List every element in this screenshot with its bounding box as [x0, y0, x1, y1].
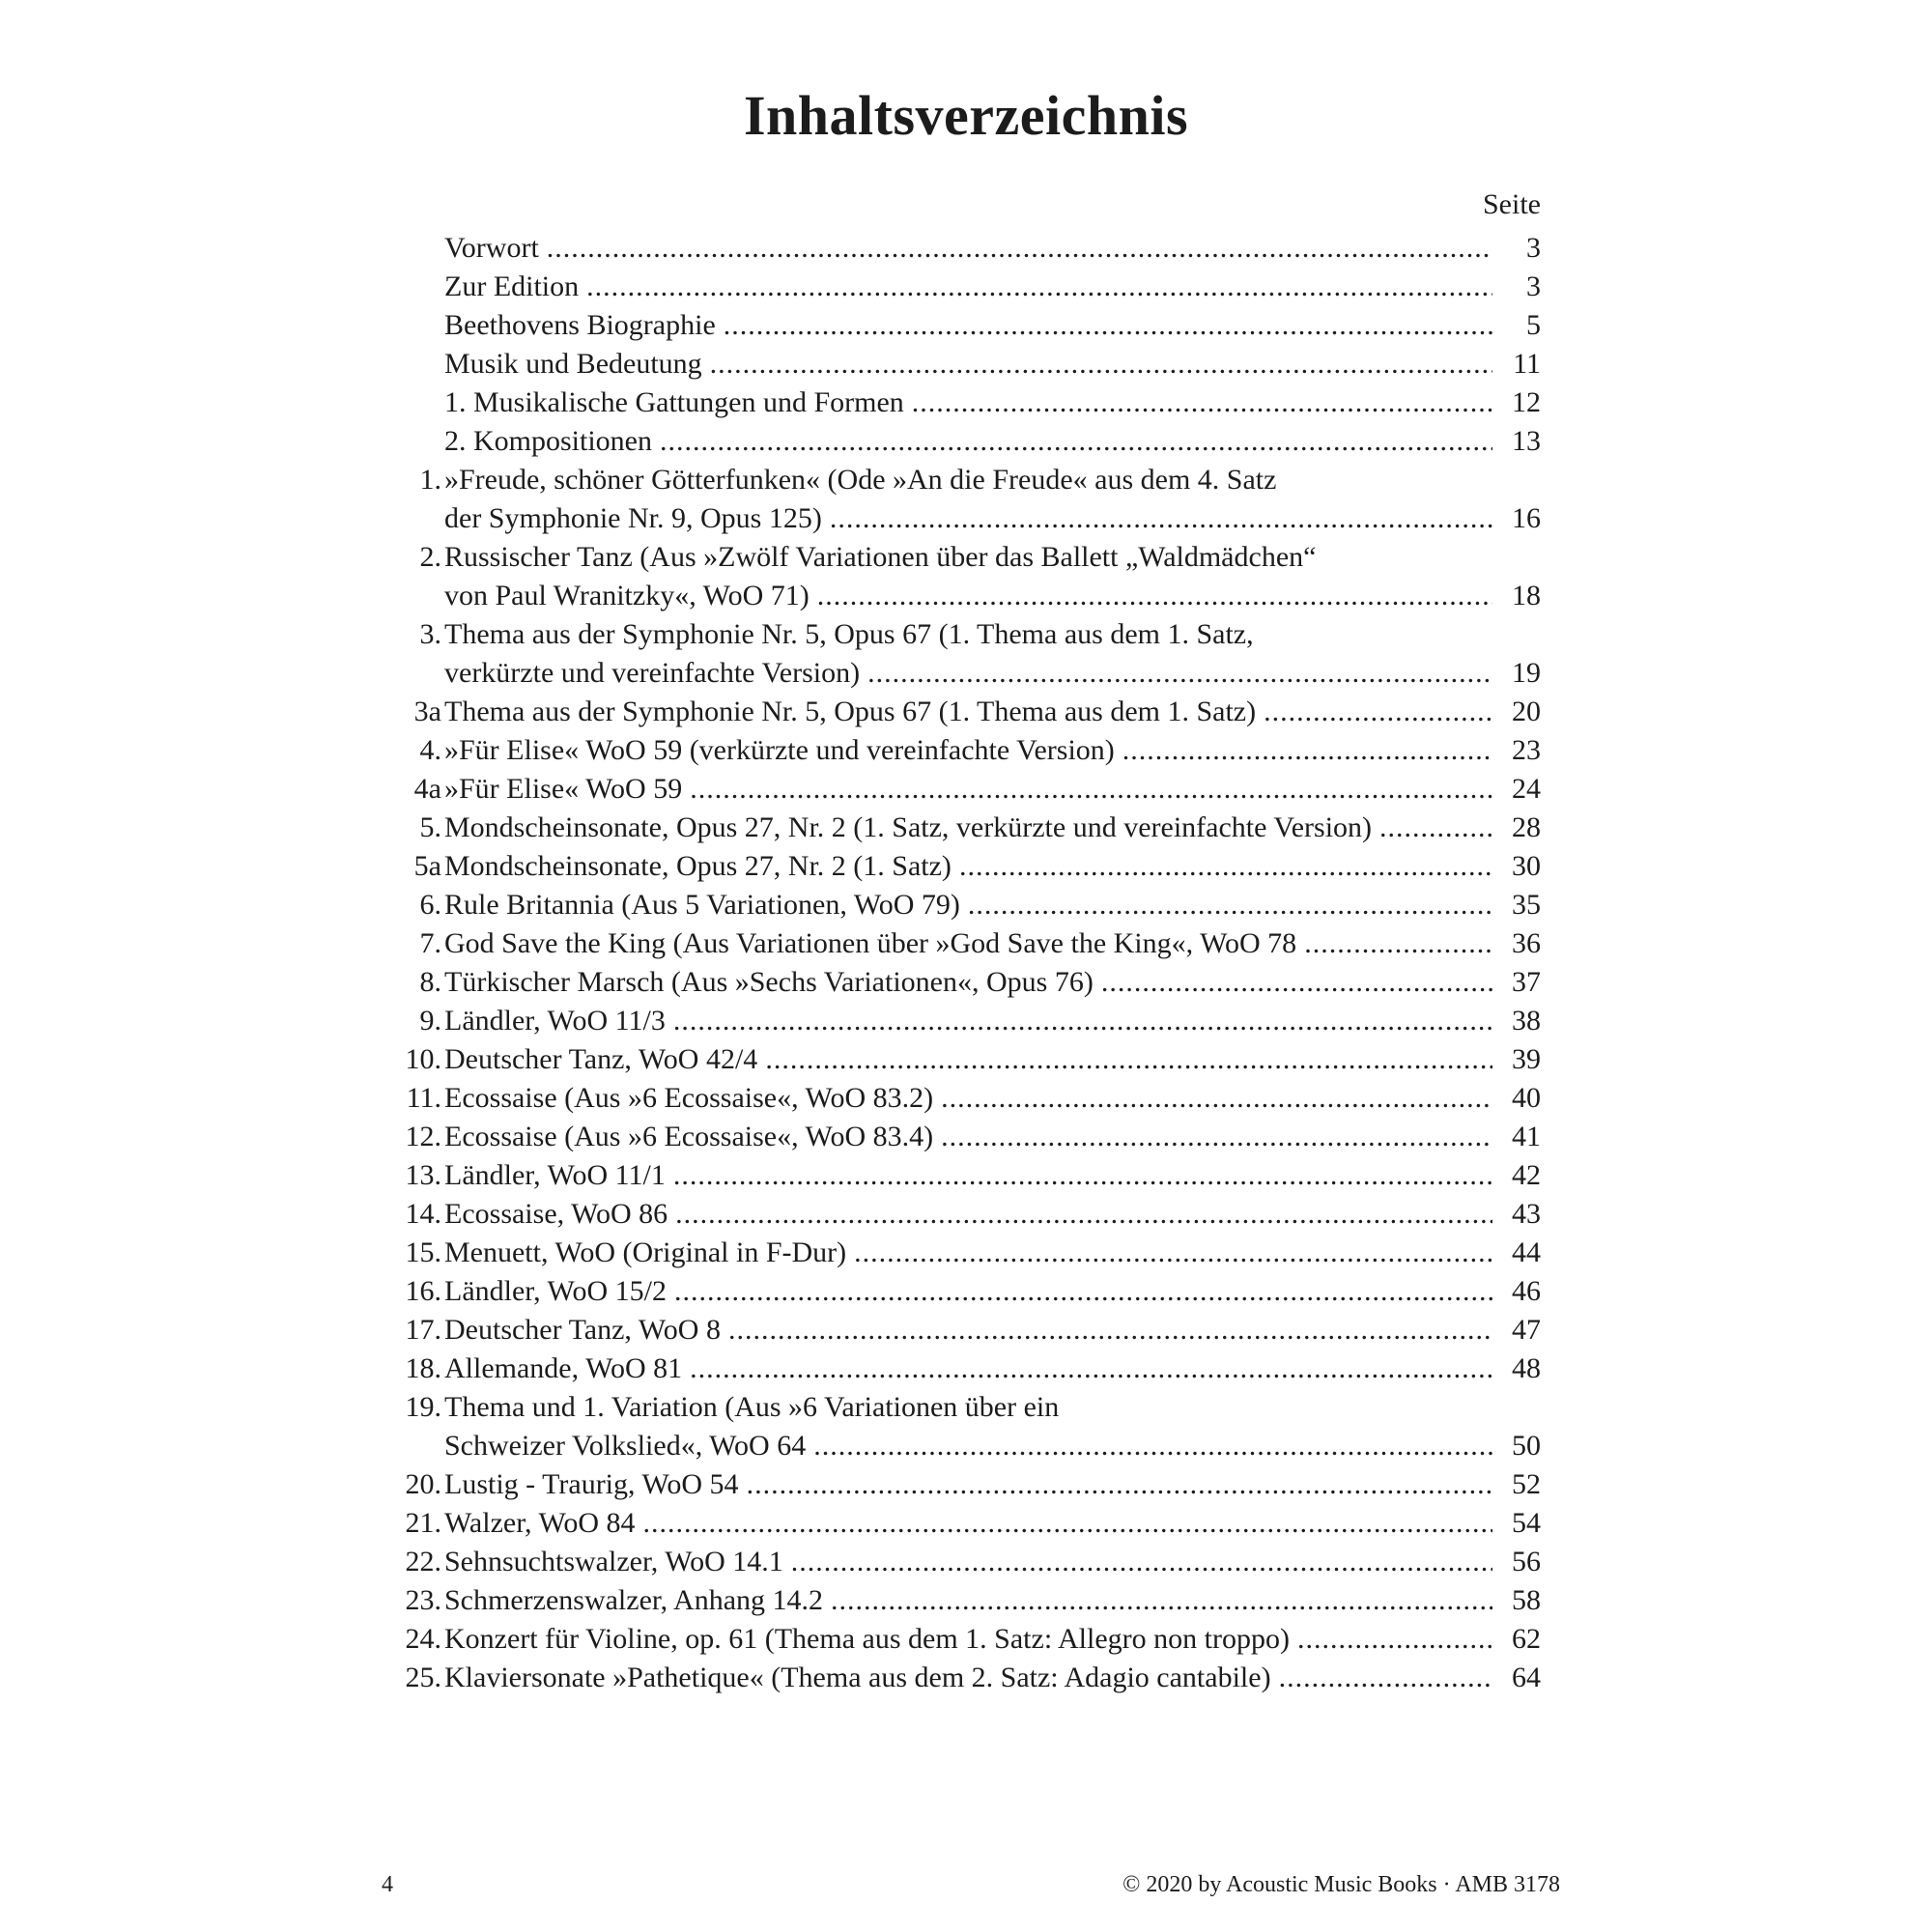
toc-entry-line [444, 654, 1541, 693]
toc-entry-line [444, 1040, 1541, 1079]
toc-entry [391, 1040, 1541, 1079]
toc-entry-page: 48 [1512, 1352, 1541, 1384]
toc-entry-line [444, 1272, 1541, 1311]
toc-entry [391, 963, 1541, 1002]
toc-entry-page: 37 [1512, 966, 1541, 998]
toc-entry-title: Mondscheinsonate, Opus 27, Nr. 2 (1. Satz, verkürzte und vereinfachte Version) [444, 811, 1373, 843]
toc-entry [391, 1002, 1541, 1040]
toc-entry-number: 18. [405, 1352, 441, 1384]
toc-entry [391, 1156, 1541, 1195]
toc-entry [391, 1581, 1541, 1620]
toc-entry-line [444, 1620, 1541, 1659]
footer-copyright: © 2020 by Acoustic Music Books · AMB 3178 [1122, 1872, 1560, 1897]
toc-entry-number: 23. [405, 1584, 441, 1616]
toc-entry-title: Klaviersonate »Pathetique« (Thema aus dem 2. Satz: Adagio cantabile) [444, 1662, 1271, 1693]
dot-leader [1379, 809, 1492, 847]
toc-entry-title: Thema und 1. Variation (Aus »6 Variationen über ein [444, 1391, 1060, 1423]
toc-entry-line [444, 809, 1541, 847]
toc-entry [391, 731, 1541, 770]
dot-leader [854, 1234, 1492, 1272]
dot-leader [959, 847, 1492, 886]
toc-entry [391, 924, 1541, 963]
toc-entry [391, 229, 1541, 268]
toc-entry-line [444, 731, 1541, 770]
toc-entry-page: 40 [1512, 1082, 1541, 1114]
toc-entry-line [444, 1311, 1541, 1350]
toc-entry-title: Deutscher Tanz, WoO 42/4 [444, 1043, 758, 1075]
toc-entry [391, 1543, 1541, 1581]
toc-entry-number: 5. [419, 811, 441, 843]
dot-leader [1297, 1620, 1492, 1659]
toc-entry-title: Ländler, WoO 11/3 [444, 1005, 666, 1037]
toc-entry-line [444, 1504, 1541, 1543]
dot-leader [941, 1118, 1492, 1156]
toc-entry-title: verkürzte und vereinfachte Version) [444, 657, 861, 689]
toc-entry-title: Menuett, WoO (Original in F-Dur) [444, 1236, 847, 1268]
toc-entry-line [444, 499, 1541, 538]
toc-entry-title: Beethovens Biographie [444, 309, 716, 341]
dot-leader [817, 577, 1492, 615]
toc-entry-line [444, 1543, 1541, 1581]
toc-entry-page: 38 [1512, 1005, 1541, 1037]
dot-leader [830, 499, 1492, 538]
toc-entry-line [444, 1002, 1541, 1040]
dot-leader [690, 770, 1492, 809]
toc-entry [391, 693, 1541, 731]
toc-entry [391, 1272, 1541, 1311]
toc-entry-line [444, 577, 1541, 615]
toc-entry [391, 461, 1541, 499]
toc-entry-title: Ecossaise (Aus »6 Ecossaise«, WoO 83.4) [444, 1121, 934, 1152]
dot-leader [1101, 963, 1492, 1002]
dot-leader [724, 306, 1492, 345]
toc-entry-page: 30 [1512, 850, 1541, 882]
toc-entry [391, 1659, 1541, 1697]
toc-entry [391, 384, 1541, 422]
toc-entry-page: 50 [1512, 1430, 1541, 1462]
toc-entry-page: 56 [1512, 1546, 1541, 1577]
toc-entry-title: Mondscheinsonate, Opus 27, Nr. 2 (1. Satz) [444, 850, 952, 882]
toc-entry-title: Thema aus der Symphonie Nr. 5, Opus 67 (1. Thema aus dem 1. Satz, [444, 618, 1254, 650]
toc-entry-number: 14. [405, 1198, 441, 1230]
dot-leader [968, 886, 1492, 924]
toc-entry-page: 28 [1512, 811, 1541, 843]
toc-entry [391, 499, 1541, 538]
toc-entry-title: Walzer, WoO 84 [444, 1507, 636, 1539]
toc-entry-line [444, 538, 1541, 577]
dot-leader [710, 345, 1492, 384]
toc-entry-line [444, 1581, 1541, 1620]
toc-entry [391, 770, 1541, 809]
toc-entry-page: 3 [1526, 232, 1541, 264]
toc-entry-title: Musik und Bedeutung [444, 348, 702, 380]
toc-entry-page: 5 [1526, 309, 1541, 341]
toc-entry-title: Schweizer Volkslied«, WoO 64 [444, 1430, 807, 1462]
toc-entry-title: »Für Elise« WoO 59 [444, 773, 683, 805]
toc-entry-page: 52 [1512, 1468, 1541, 1500]
toc-entry-line [444, 384, 1541, 422]
toc-entry-line [444, 1427, 1541, 1465]
toc-entry-page: 39 [1512, 1043, 1541, 1075]
toc-entry [391, 1195, 1541, 1234]
toc-entry-line [444, 963, 1541, 1002]
toc-entry-line [444, 268, 1541, 306]
toc-entry-page: 43 [1512, 1198, 1541, 1230]
toc-entry [391, 847, 1541, 886]
toc-entry [391, 577, 1541, 615]
toc-entry-line [444, 422, 1541, 461]
toc-entry-page: 42 [1512, 1159, 1541, 1191]
toc-entry-number: 4. [419, 734, 441, 766]
toc-entry-title: Allemande, WoO 81 [444, 1352, 683, 1384]
dot-leader [912, 384, 1492, 422]
toc-entry-title: Thema aus der Symphonie Nr. 5, Opus 67 (1. Thema aus dem 1. Satz) [444, 696, 1257, 727]
toc-entry [391, 1427, 1541, 1465]
toc-entry-line [444, 1465, 1541, 1504]
toc-entry-line [444, 229, 1541, 268]
toc-entry-line [444, 1388, 1541, 1427]
table-of-contents [391, 229, 1541, 1697]
toc-entry-page: 11 [1513, 348, 1541, 380]
toc-entry-number: 16. [405, 1275, 441, 1307]
toc-entry-number: 7. [419, 927, 441, 959]
toc-entry-page: 24 [1512, 773, 1541, 805]
toc-entry-line [444, 847, 1541, 886]
toc-entry-line [444, 615, 1541, 654]
toc-entry-number: 15. [405, 1236, 441, 1268]
dot-leader [728, 1311, 1492, 1350]
toc-entry-line [444, 693, 1541, 731]
toc-entry-title: Russischer Tanz (Aus »Zwölf Variationen über das Ballett „Waldmädchen“ [444, 541, 1317, 573]
toc-entry-title: Rule Britannia (Aus 5 Variationen, WoO 79) [444, 889, 960, 921]
toc-entry-page: 35 [1512, 889, 1541, 921]
toc-entry [391, 1465, 1541, 1504]
toc-entry-title: »Für Elise« WoO 59 (verkürzte und vereinfachte Version) [444, 734, 1115, 766]
toc-entry-line [444, 1156, 1541, 1195]
toc-entry-number: 24. [405, 1623, 441, 1655]
toc-entry-line [444, 461, 1541, 499]
toc-entry-title: Schmerzenswalzer, Anhang 14.2 [444, 1584, 824, 1616]
toc-entry-number: 9. [419, 1005, 441, 1037]
toc-entry-number: 12. [405, 1121, 441, 1152]
toc-entry-page: 58 [1512, 1584, 1541, 1616]
dot-leader [1264, 693, 1492, 731]
dot-leader [747, 1465, 1492, 1504]
toc-entry-title: Ländler, WoO 15/2 [444, 1275, 667, 1307]
toc-entry-title: »Freude, schöner Götterfunken« (Ode »An die Freude« aus dem 4. Satz [444, 464, 1277, 496]
dot-leader [675, 1195, 1492, 1234]
toc-entry-number: 22. [405, 1546, 441, 1577]
dot-leader [867, 654, 1492, 693]
dot-leader [674, 1272, 1492, 1311]
toc-entry-line [444, 886, 1541, 924]
toc-entry-number: 21. [405, 1507, 441, 1539]
toc-entry [391, 1079, 1541, 1118]
dot-leader [1304, 924, 1492, 963]
toc-entry-line [444, 1234, 1541, 1272]
toc-entry-page: 13 [1512, 425, 1541, 457]
toc-entry-page: 64 [1512, 1662, 1541, 1693]
toc-entry [391, 422, 1541, 461]
toc-entry-page: 41 [1512, 1121, 1541, 1152]
toc-entry [391, 306, 1541, 345]
dot-leader [547, 229, 1492, 268]
dot-leader [941, 1079, 1492, 1118]
dot-leader [791, 1543, 1492, 1581]
dot-leader [673, 1156, 1492, 1195]
toc-entry-page: 3 [1526, 270, 1541, 302]
toc-entry-title: der Symphonie Nr. 9, Opus 125) [444, 502, 822, 534]
toc-entry-number: 13. [405, 1159, 441, 1191]
toc-entry-line [444, 1659, 1541, 1697]
dot-leader [660, 422, 1492, 461]
toc-entry [391, 886, 1541, 924]
toc-entry-title: God Save the King (Aus Variationen über »God Save the King«, WoO 78 [444, 927, 1297, 959]
toc-entry-number: 17. [405, 1314, 441, 1346]
toc-entry [391, 268, 1541, 306]
dot-leader [1122, 731, 1492, 770]
dot-leader [586, 268, 1492, 306]
toc-entry-number: 1. [419, 464, 441, 496]
toc-entry-number: 19. [405, 1391, 441, 1423]
toc-entry-number: 20. [405, 1468, 441, 1500]
toc-entry [391, 654, 1541, 693]
dot-leader [1279, 1659, 1492, 1697]
toc-entry-page: 46 [1512, 1275, 1541, 1307]
page-column-header: Seite [1483, 188, 1541, 220]
page-title: Inhaltsverzeichnis [743, 84, 1189, 147]
toc-entry [391, 1350, 1541, 1388]
toc-entry-line [444, 1195, 1541, 1234]
toc-entry-title: Ländler, WoO 11/1 [444, 1159, 666, 1191]
toc-entry-number: 4a [413, 773, 441, 805]
toc-entry-title: von Paul Wranitzky«, WoO 71) [444, 580, 810, 611]
dot-leader [813, 1427, 1492, 1465]
toc-entry [391, 1311, 1541, 1350]
toc-entry-title: 1. Musikalische Gattungen und Formen [444, 386, 904, 418]
toc-entry-page: 54 [1512, 1507, 1541, 1539]
toc-entry-page: 62 [1512, 1623, 1541, 1655]
dot-leader [643, 1504, 1492, 1543]
toc-entry-title: Lustig - Traurig, WoO 54 [444, 1468, 739, 1500]
toc-entry [391, 345, 1541, 384]
dot-leader [765, 1040, 1492, 1079]
toc-entry-title: Konzert für Violine, op. 61 (Thema aus dem 1. Satz: Allegro non troppo) [444, 1623, 1290, 1655]
dot-leader [831, 1581, 1492, 1620]
toc-entry-page: 36 [1512, 927, 1541, 959]
toc-entry-page: 44 [1512, 1236, 1541, 1268]
toc-entry [391, 809, 1541, 847]
toc-entry-number: 6. [419, 889, 441, 921]
toc-entry-number: 3a [413, 696, 441, 727]
toc-entry-line [444, 924, 1541, 963]
toc-entry-page: 18 [1512, 580, 1541, 611]
toc-entry-title: Ecossaise, WoO 86 [444, 1198, 668, 1230]
toc-entry-number: 3. [419, 618, 441, 650]
toc-entry-number: 11. [406, 1082, 441, 1114]
toc-entry-page: 20 [1512, 696, 1541, 727]
toc-entry-line [444, 345, 1541, 384]
toc-entry-number: 8. [419, 966, 441, 998]
toc-entry-line [444, 770, 1541, 809]
dot-leader [690, 1350, 1492, 1388]
toc-entry-line [444, 306, 1541, 345]
toc-entry [391, 1234, 1541, 1272]
toc-entry [391, 615, 1541, 654]
toc-entry-page: 16 [1512, 502, 1541, 534]
toc-entry-number: 25. [405, 1662, 441, 1693]
toc-entry [391, 1388, 1541, 1427]
toc-entry [391, 1504, 1541, 1543]
toc-entry [391, 538, 1541, 577]
toc-entry-line [444, 1118, 1541, 1156]
toc-entry-number: 2. [419, 541, 441, 573]
toc-entry-title: Zur Edition [444, 270, 580, 302]
toc-entry-title: Türkischer Marsch (Aus »Sechs Variationen«, Opus 76) [444, 966, 1094, 998]
toc-entry-page: 12 [1512, 386, 1541, 418]
toc-entry-line [444, 1079, 1541, 1118]
toc-entry-page: 47 [1512, 1314, 1541, 1346]
toc-entry-line [444, 1350, 1541, 1388]
toc-entry-page: 23 [1512, 734, 1541, 766]
toc-entry-title: Ecossaise (Aus »6 Ecossaise«, WoO 83.2) [444, 1082, 934, 1114]
toc-entry [391, 1118, 1541, 1156]
toc-entry-page: 19 [1512, 657, 1541, 689]
toc-entry-title: 2. Kompositionen [444, 425, 652, 457]
toc-entry-title: Sehnsuchtswalzer, WoO 14.1 [444, 1546, 783, 1577]
dot-leader [673, 1002, 1492, 1040]
toc-entry-number: 5a [413, 850, 441, 882]
toc-entry-title: Vorwort [444, 232, 539, 264]
footer-page-number: 4 [382, 1872, 393, 1897]
toc-entry [391, 1620, 1541, 1659]
toc-entry-title: Deutscher Tanz, WoO 8 [444, 1314, 721, 1346]
toc-entry-number: 10. [405, 1043, 441, 1075]
